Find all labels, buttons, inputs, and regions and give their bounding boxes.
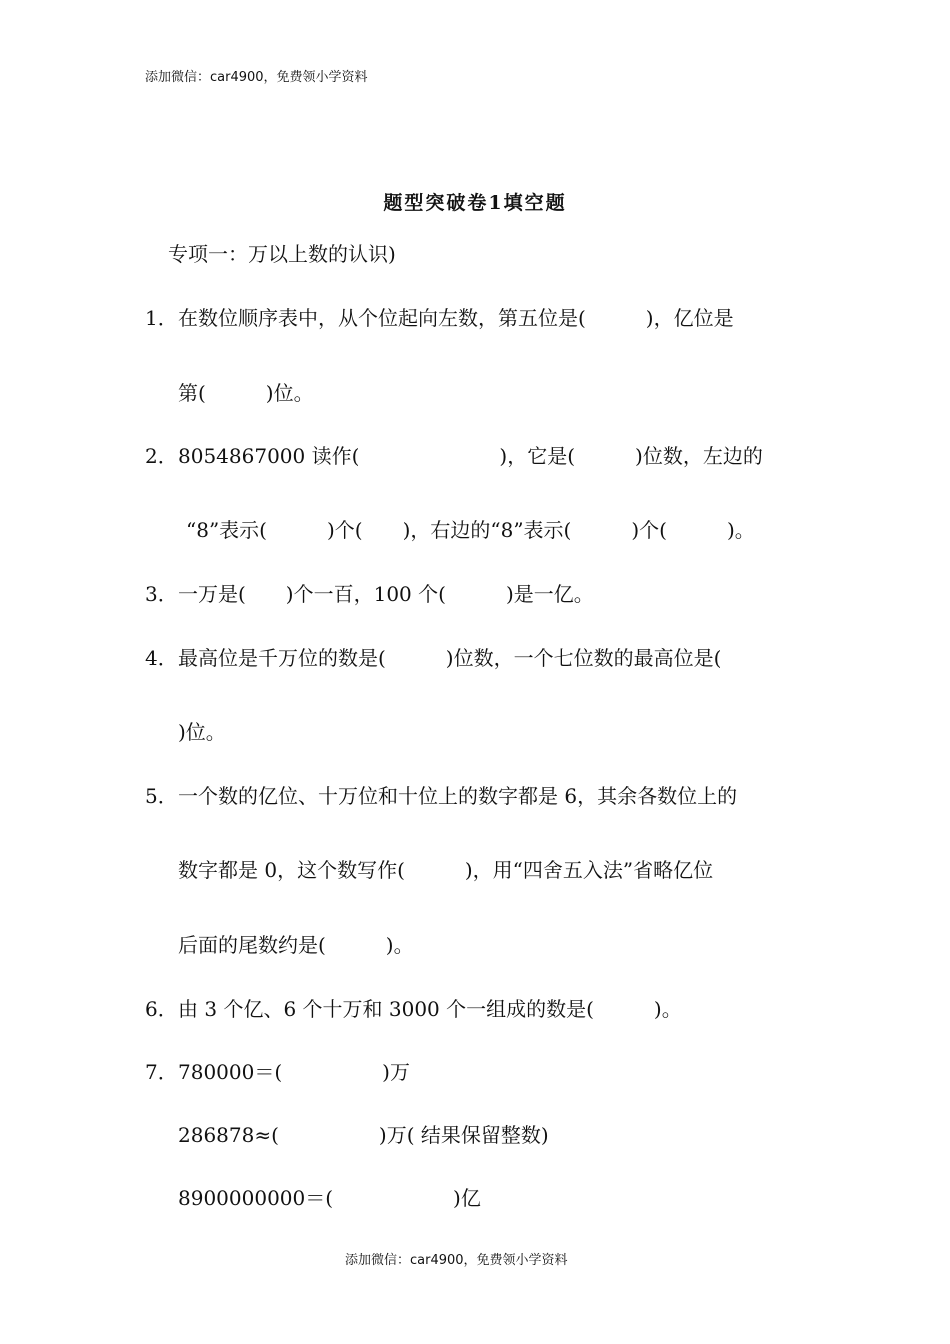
question-line: 8900000000＝( )亿 <box>178 1186 481 1210</box>
question-line: 8054867000 读作( )，它是( )位数，左边的 <box>178 444 763 468</box>
question-line: 后面的尾数约是( )。 <box>178 933 414 957</box>
question-line: 780000＝( )万 <box>178 1060 410 1084</box>
question-line: 第( )位。 <box>178 381 314 405</box>
question-line: 在数位顺序表中，从个位起向左数，第五位是( )，亿位是 <box>178 306 734 330</box>
question-line: 一个数的亿位、十万位和十位上的数字都是 6，其余各数位上的 <box>178 784 738 808</box>
question-line: 最高位是千万位的数是( )位数，一个七位数的最高位是( <box>178 646 722 670</box>
question-line: “8”表示( )个( )，右边的“8”表示( )个( )。 <box>186 518 755 542</box>
question-number: 3． <box>145 582 178 606</box>
question-number: 7． <box>145 1060 178 1084</box>
question-line: 一万是( )个一百，100 个( )是一亿。 <box>178 582 594 606</box>
header-note: 添加微信：car4900，免费领小学资料 <box>145 70 368 85</box>
question-number: 2． <box>145 444 178 468</box>
question-number: 6． <box>145 997 178 1021</box>
question-number: 5． <box>145 784 178 808</box>
question-number: 1． <box>145 306 178 330</box>
question-line: 286878≈( )万( 结果保留整数) <box>178 1123 549 1147</box>
page-title: 题型突破卷1填空题 <box>383 192 567 214</box>
section-heading: 专项一：万以上数的认识) <box>168 242 396 266</box>
footer-note: 添加微信：car4900，免费领小学资料 <box>345 1253 568 1268</box>
question-line: 由 3 个亿、6 个十万和 3000 个一组成的数是( )。 <box>178 997 682 1021</box>
question-line: )位。 <box>178 720 226 744</box>
question-number: 4． <box>145 646 178 670</box>
question-line: 数字都是 0，这个数写作( )，用“四舍五入法”省略亿位 <box>178 858 714 882</box>
